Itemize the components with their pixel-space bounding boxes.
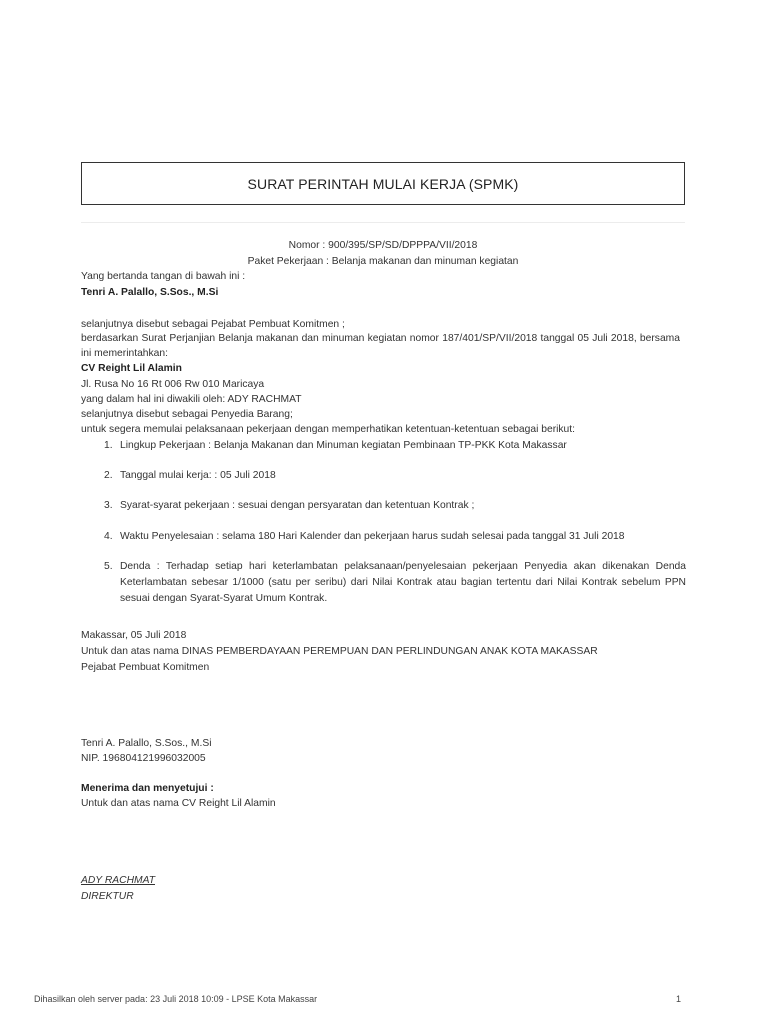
accept-heading: Menerima dan menyetujui : xyxy=(81,783,214,794)
ppk-nip: NIP. 196804121996032005 xyxy=(81,753,206,764)
list-item: Waktu Penyelesaian : selama 180 Hari Kalender dan pekerjaan harus sudah selesai pada tanggal 31 Juli 2018 xyxy=(120,531,625,542)
place-date: Makassar, 05 Juli 2018 xyxy=(81,630,187,641)
list-item: Syarat-syarat pekerjaan : sesuai dengan persyaratan dan ketentuan Kontrak ; xyxy=(120,500,475,511)
list-number: 3. xyxy=(104,500,113,511)
vendor-signer-title: DIREKTUR xyxy=(81,891,134,902)
ppk-title: Pejabat Pembuat Komitmen xyxy=(81,662,210,673)
signer-name: Tenri A. Palallo, S.Sos., M.Si xyxy=(81,287,219,298)
document-number: Nomor : 900/395/SP/SD/DPPPA/VII/2018 xyxy=(288,240,478,251)
list-item-line: sesuai dengan Syarat-Syarat Umum Kontrak. xyxy=(120,593,328,604)
agency-on-behalf: Untuk dan atas nama DINAS PEMBERDAYAAN PEREMPUAN DAN PERLINDUNGAN ANAK KOTA MAKASSAR xyxy=(81,646,598,657)
list-number: 2. xyxy=(104,470,113,481)
list-item-line: Keterlambatan sebesar 1/1000 (satu per seribu) dari Nilai Kontrak atau bagian tertentu dari Nilai Kontrak sebelum PPN xyxy=(120,577,686,588)
vendor-role: selanjutnya disebut sebagai Penyedia Barang; xyxy=(81,409,293,420)
list-item: Tanggal mulai kerja: : 05 Juli 2018 xyxy=(120,470,276,481)
ppk-name: Tenri A. Palallo, S.Sos., M.Si xyxy=(81,738,212,749)
vendor-on-behalf: Untuk dan atas nama CV Reight Lil Alamin xyxy=(81,798,276,809)
divider xyxy=(81,222,685,223)
basis-line-1: berdasarkan Surat Perjanjian Belanja makanan dan minuman kegiatan nomor 187/401/SP/VII/2018 tanggal 05 Juli 2018, bersama xyxy=(81,333,680,344)
role-line: selanjutnya disebut sebagai Pejabat Pembuat Komitmen ; xyxy=(81,319,345,330)
vendor-signer-name: ADY RACHMAT xyxy=(81,875,155,886)
footer-generated-text: Dihasilkan oleh server pada: 23 Juli 2018 10:09 - LPSE Kota Makassar xyxy=(34,994,318,1004)
list-number: 1. xyxy=(104,440,113,451)
list-number: 5. xyxy=(104,561,113,572)
basis-line-2: ini memerintahkan: xyxy=(81,348,168,359)
vendor-name: CV Reight Lil Alamin xyxy=(81,363,182,374)
list-item-line: Denda : Terhadap setiap hari keterlambatan pelaksanaan/penyelesaian pekerjaan Penyedia akan dikenakan Denda xyxy=(120,561,686,572)
page-number: 1 xyxy=(676,994,682,1004)
document-title: SURAT PERINTAH MULAI KERJA (SPMK) xyxy=(81,162,685,205)
list-number: 4. xyxy=(104,531,113,542)
instruction-text: untuk segera memulai pelaksanaan pekerjaan dengan memperhatikan ketentuan-ketentuan sebagai berikut: xyxy=(81,424,576,435)
vendor-representative: yang dalam hal ini diwakili oleh: ADY RACHMAT xyxy=(81,394,302,405)
work-package: Paket Pekerjaan : Belanja makanan dan minuman kegiatan xyxy=(247,256,519,267)
intro-text: Yang bertanda tangan di bawah ini : xyxy=(81,271,246,282)
vendor-address: Jl. Rusa No 16 Rt 006 Rw 010 Maricaya xyxy=(81,379,265,390)
list-item: Lingkup Pekerjaan : Belanja Makanan dan Minuman kegiatan Pembinaan TP-PKK Kota Makassar xyxy=(120,440,567,451)
